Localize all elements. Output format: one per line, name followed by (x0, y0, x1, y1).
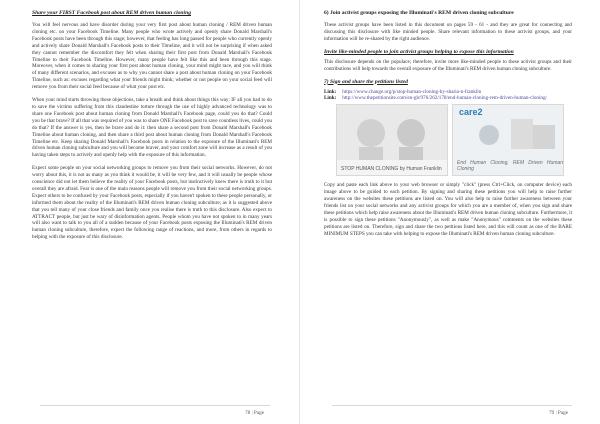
left-page-number: 78 (245, 410, 251, 416)
petition-link-row-2 (324, 95, 572, 102)
care2-petition-image[interactable] (452, 104, 564, 176)
right-heading-join-activist-groups: 6) Join activist groups exposing the Illuminati's REM driven cloning subculture (324, 10, 514, 16)
right-footer-rule (332, 405, 572, 406)
right-heading-sign-petitions: 7) Sign and share the petitions listed (324, 78, 408, 85)
left-footer-label: Page (253, 410, 264, 416)
left-heading: Share your FIRST Facebook post about REM driven human cloning (32, 10, 191, 16)
link-key-1: Link: (324, 88, 337, 95)
right-paragraph-3: Copy and paste each link above to your web browser or simply "click" (press Ctrl+Click, on computer device) each image above to be guided to each petition. By signing and sharing these petitions you will help to raise further awareness on the websites these petitions are listed on. You will also help to raise further awareness between your friends list on your social networks and any activist groups for which you are a member of, when you sign and share these petitions which help raise awareness about the Illuminati's REM driven human cloning subculture. Furthermore, it is possible to sign these petitions "Anonymously", as well as make "Anonymous" comments on the websites these petitions are listed on. Therefore, sign and share the two petitions listed here, and this will count as one of the BARE MINIMUM STEPS you can take with helping to expose the Illuminati's REM driven human cloning subculture. (324, 182, 572, 237)
left-footer-separator: | (251, 410, 253, 416)
right-footer-separator: | (555, 410, 557, 416)
left-paragraph-2: When your mind starts throwing these objections, take a breath and think about things this way: IF all you had to do to save the victims suffering from this clandestine torture through the use of highly advanced technology was to share one Facebook post about human cloning from Donald Marshall's Facebook page, could you do that? Could you be that brave? If all that was required of you was to share ONE Facebook post to save countless lives, could you do that? If the answer is yes, then be brave and do it: then share a second post from Donald Marshall's Facebook Timeline about human cloning, and then share a third post about human cloning from Donald Marshall's Facebook Timeline etc. Keep sharing Donald Marshall's Facebook posts in relation to the exposure of the Illuminati's REM driven human cloning subculture and you will become braver, and your comfort zone will increase as a result of you having taken steps to actively and openly help with the exposure of this information. (32, 97, 272, 159)
left-footer-rule (40, 405, 270, 406)
petition-link-row-1 (324, 89, 572, 96)
left-paragraph-3: Expect some people on your social networking groups to remove you from their social networks. However, do not worry about this, it is not as many as you think it would be, it will be very few, and it will usually be people whose conscience did not let them believe the reality of your Facebook posts, but instinctively knew there is truth to it but overall they are afraid. Fear is one of the main reasons people will remove you from their social networking groups. Expect others to be confused by your Facebook posts, especially if you haven't spoken to these people personally, or informed them about the reality of the Illuminati's REM driven human cloning subculture; as it is suggested above that you tell many of your close friends and family once you realise there is truth to this disclosure. Also expect to ATTRACT people, but just be wary of disinformation agents. People whom you have not spoken to in many years will also want to talk to you all of a sudden because of your Facebook posts exposing the Illuminati's REM driven human cloning subculture, therefore, expect the following range of reactions, and more, from others in regards to helping with the exposure of this disclosure. (32, 165, 272, 241)
changeorg-image-caption: STOP HUMAN CLONING by Human Franklin (341, 166, 442, 173)
right-paragraph-2: This disclosure depends on the populace; therefore, invite more like-minded people to these activist groups and their contributions will help towards the overall exposure of the Illuminati's REM driven human cloning subculture. (324, 58, 572, 72)
petition-link-1[interactable]: https://www.change.org/p/stop-human-cloning-by-sharia-n-franklin (342, 88, 482, 95)
right-footer-label: Page (557, 410, 568, 416)
right-page-number: 79 (549, 410, 555, 416)
care2-logo: care2 (459, 107, 483, 118)
care2-image-caption: End Human Cloning, REM Driven Human Cloning (457, 160, 563, 173)
left-page-footer (245, 410, 264, 416)
petition-link-2[interactable]: http://www.thepetitionsite.com/en-gb/976/262/178/end-human-cloning-rem-driven-human-cloning/ (342, 95, 547, 102)
right-subheading-invite: Invite like-minded people to join activist groups helping to expose this information (324, 48, 514, 55)
left-text-column (32, 10, 272, 247)
link-key-2: Link: (324, 95, 337, 102)
right-paragraph-1: These activist groups have been listed in this document on pages 59 - 61 - and they are great for connecting and discussing this disclosure with like minded people. Share relevant information to these activist groups, and your information will be re-shared by the right audience. (324, 22, 572, 42)
page-79 (300, 0, 600, 424)
petition-images-row (324, 104, 572, 174)
changeorg-image-graphic (337, 105, 447, 175)
changeorg-petition-image[interactable] (336, 104, 448, 176)
right-text-column (324, 10, 572, 244)
left-paragraph-1: You will feel nervous and have disorder during your very first post about human cloning / REM driven human cloning etc. on your Facebook Timeline. Many people who wrote actively and openly share Donald Marshall's Facebook posts have been through this stage; however, that feeling has long passed for people who currently openly and actively share Donald Marshall's Facebook posts to their Timeline, and it will not be surprising if when asked they cannot remember the discomfort they felt when sharing their first post from Donald Marshall's Facebook Timeline to their Facebook Timeline. However, many people have felt like this and been through this stage. Moreover, when it comes to sharing your first post about human cloning, your mind might race, and you will think of many different scenarios, and excuses as to why you cannot share a post about human cloning on your Facebook Timeline, such as: excuses regarding what your friends might think; whether or not people on your social feed will remove you from their social feed because of what your post etc. (32, 22, 272, 91)
right-page-footer (549, 410, 568, 416)
